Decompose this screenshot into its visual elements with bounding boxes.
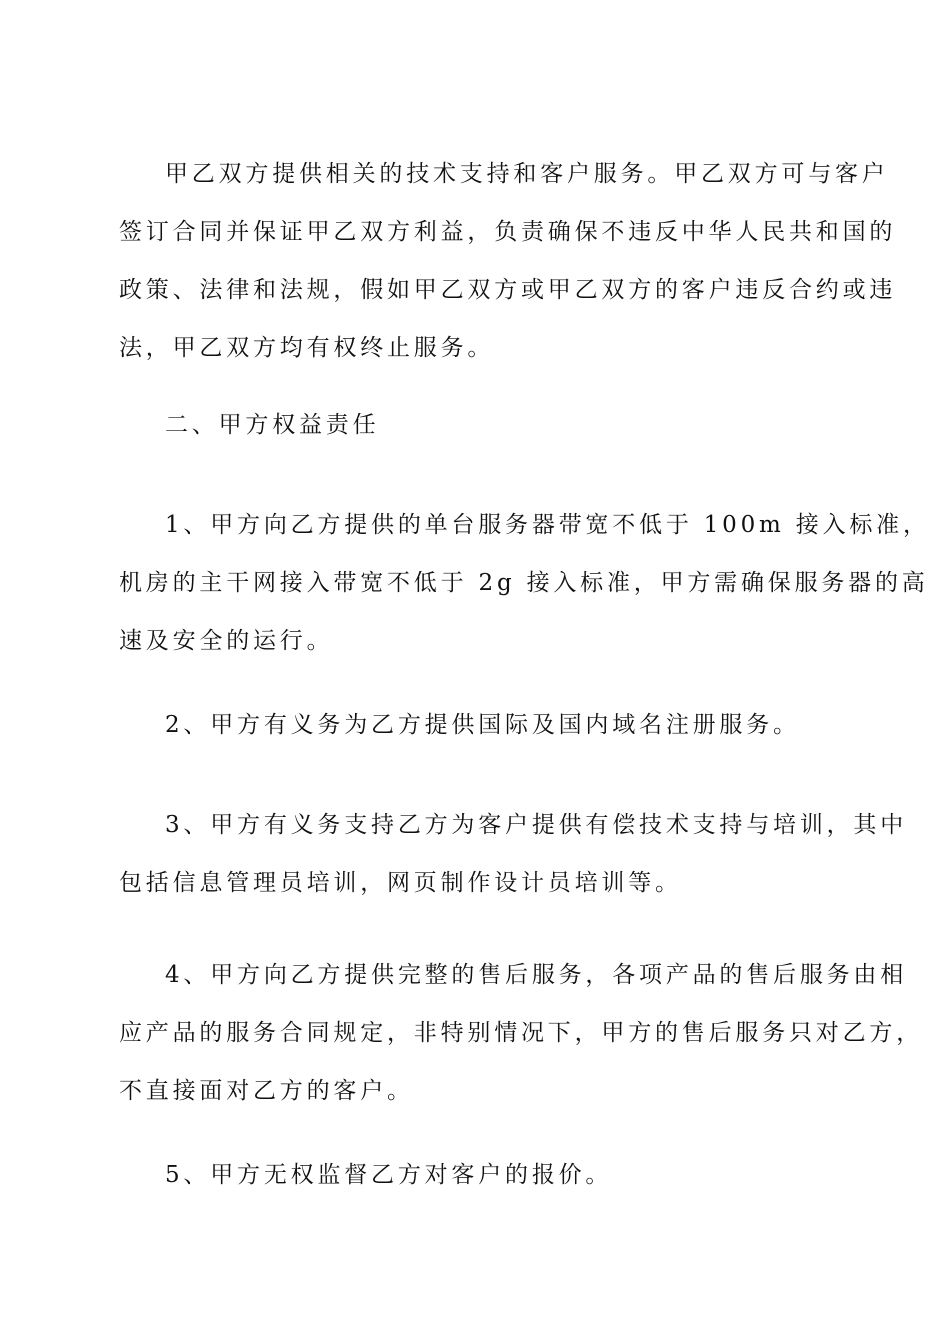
- clause-1: [119, 496, 930, 670]
- text-line: 法，甲乙双方均有权终止服务。: [119, 335, 495, 361]
- text-line: 甲乙双方提供相关的技术支持和客户服务。甲乙双方可与客户: [165, 161, 889, 187]
- text-line: 包括信息管理员培训，网页制作设计员培训等。: [119, 870, 682, 896]
- text-line: 签订合同并保证甲乙双方利益，负责确保不违反中华人民共和国的: [119, 219, 897, 245]
- clause-5: [119, 1146, 839, 1204]
- text-line: 机房的主干网接入带宽不低于 2g 接入标准，甲方需确保服务器的高: [119, 570, 929, 596]
- paragraph-service-support: [119, 145, 897, 377]
- text-line: 2、甲方有义务为乙方提供国际及国内域名注册服务。: [165, 712, 800, 738]
- text-line: 政策、法律和法规，假如甲乙双方或甲乙双方的客户违反合约或违: [119, 277, 897, 303]
- section-heading: 二、甲方权益责任: [165, 412, 380, 438]
- clause-3: [119, 796, 908, 912]
- text-line: 应产品的服务合同规定，非特别情况下，甲方的售后服务只对乙方，: [119, 1020, 923, 1046]
- clause-4: [119, 946, 923, 1120]
- text-line: 4、甲方向乙方提供完整的售后服务，各项产品的售后服务由相: [165, 962, 908, 988]
- clause-2: [119, 696, 839, 754]
- section-heading-party-a-rights: [119, 396, 839, 454]
- text-line: 3、甲方有义务支持乙方为客户提供有偿技术支持与培训，其中: [165, 812, 908, 838]
- text-line: 5、甲方无权监督乙方对客户的报价。: [165, 1162, 613, 1188]
- text-line: 1、甲方向乙方提供的单台服务器带宽不低于 100m 接入标准，: [165, 512, 930, 538]
- text-line: 速及安全的运行。: [119, 628, 334, 654]
- text-line: 不直接面对乙方的客户。: [119, 1078, 414, 1104]
